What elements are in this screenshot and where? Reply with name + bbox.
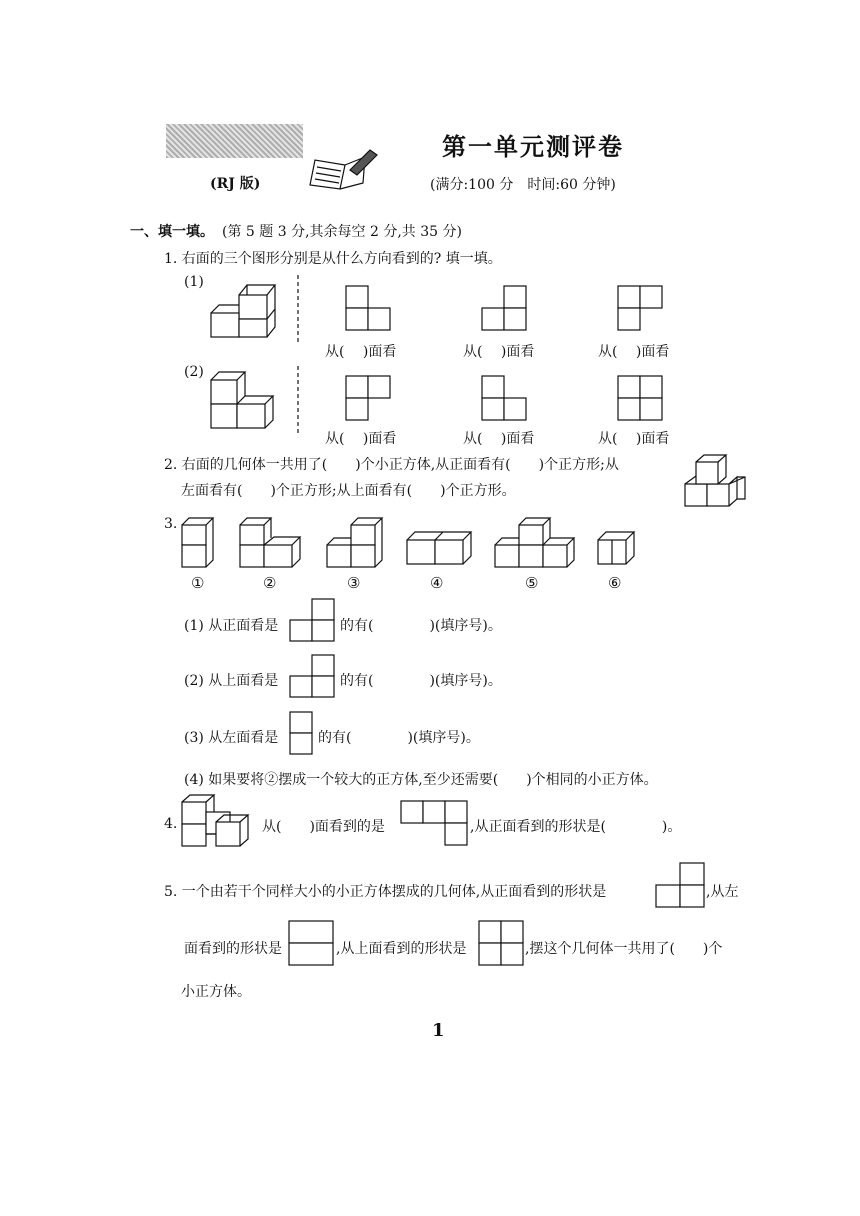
question-2-line1: 2. 右面的几何体一共用了( )个小正方体,从正面看有( )个正方形;从 xyxy=(164,457,619,473)
q1-part2-view-a xyxy=(345,375,395,423)
section-heading: 一、填一填。 xyxy=(130,224,214,240)
q3-sub3-shape xyxy=(288,711,314,757)
q3-label-6: ⑥ xyxy=(608,574,622,592)
question-1-part1-label: (1) xyxy=(184,274,204,290)
q3-sub3-prefix: (3) 从左面看是 xyxy=(184,730,279,746)
q5-line3: 小正方体。 xyxy=(181,984,251,1000)
q5-line1-suffix: ,从左 xyxy=(706,884,739,900)
q5-top-view-shape xyxy=(478,920,528,970)
q3-sub2-shape xyxy=(288,654,338,700)
q3-label-1: ① xyxy=(191,574,205,592)
q1-part2-caption-a: 从( )面看 xyxy=(325,431,397,447)
question-1-part2-label: (2) xyxy=(184,364,204,380)
q5-line1-prefix: 5. 一个由若干个同样大小的小正方体摆成的几何体,从正面看到的形状是 xyxy=(164,884,607,900)
q3-label-2: ② xyxy=(263,574,277,592)
question-3-number: 3. xyxy=(164,516,178,532)
q3-sub2-suffix: 的有( )(填序号)。 xyxy=(340,673,502,689)
exam-meta: (满分:100 分 时间:60 分钟) xyxy=(430,177,616,193)
q3-sub1-shape xyxy=(288,598,338,644)
q4-end-text: ,从正面看到的形状是( )。 xyxy=(470,819,682,835)
q5-front-view-shape xyxy=(655,862,707,912)
header-logo-stamp xyxy=(166,124,303,158)
q4-view-shape xyxy=(400,800,470,848)
q1-part1-caption-b: 从( )面看 xyxy=(463,344,535,360)
q1-part1-caption-a: 从( )面看 xyxy=(325,344,397,360)
q1-part1-caption-c: 从( )面看 xyxy=(598,344,670,360)
q3-label-4: ④ xyxy=(430,574,444,592)
q3-label-5: ⑤ xyxy=(525,574,539,592)
q1-part2-view-c xyxy=(617,375,667,423)
q3-sub4: (4) 如果要将②摆成一个较大的正方体,至少还需要( )个相同的小正方体。 xyxy=(184,772,658,788)
section-note: (第 5 题 3 分,其余每空 2 分,共 35 分) xyxy=(222,224,462,240)
q5-line2-b: ,从上面看到的形状是 xyxy=(336,941,467,957)
q3-solid-5 xyxy=(493,515,573,571)
q3-solid-2 xyxy=(238,515,304,571)
page-number: 1 xyxy=(432,1020,445,1041)
q1-part2-caption-b: 从( )面看 xyxy=(463,431,535,447)
q5-left-view-shape xyxy=(288,920,338,970)
q4-mid-text: 从( )面看到的是 xyxy=(262,819,385,835)
divider-dashed-line xyxy=(296,275,300,345)
q1-part1-view-c xyxy=(617,285,667,333)
q3-solid-1 xyxy=(180,515,216,571)
q3-sub1-suffix: 的有( )(填序号)。 xyxy=(340,618,502,634)
q1-part1-view-a xyxy=(345,285,395,333)
question-1-prompt: 1. 右面的三个图形分别是从什么方向看到的? 填一填。 xyxy=(164,251,502,267)
divider-dashed-line-2 xyxy=(296,366,300,436)
q1-part2-view-b xyxy=(481,375,531,423)
page-title: 第一单元测评卷 xyxy=(442,132,624,161)
q3-sub1-prefix: (1) 从正面看是 xyxy=(184,618,279,634)
book-telescope-icon xyxy=(305,145,380,190)
q2-solid-figure xyxy=(682,452,748,512)
q4-solid-figure xyxy=(178,792,260,850)
q3-label-3: ③ xyxy=(347,574,361,592)
question-4-number: 4. xyxy=(164,816,178,832)
q3-solid-6 xyxy=(596,528,640,572)
q1-part2-solid-figure xyxy=(205,368,280,430)
q3-sub3-suffix: 的有( )(填序号)。 xyxy=(318,730,480,746)
q1-part1-view-b xyxy=(481,285,531,333)
q3-solid-3 xyxy=(325,515,385,571)
q1-part2-caption-c: 从( )面看 xyxy=(598,431,670,447)
q5-line2-c: ,摆这个几何体一共用了( )个 xyxy=(525,941,723,957)
q5-line2-a: 面看到的形状是 xyxy=(184,941,282,957)
edition-label: (RJ 版) xyxy=(210,176,261,192)
q1-part1-solid-figure xyxy=(205,278,280,340)
q3-solid-4 xyxy=(405,528,471,572)
q3-sub2-prefix: (2) 从上面看是 xyxy=(184,673,279,689)
question-2-line2: 左面看有( )个正方形;从上面看有( )个正方形。 xyxy=(181,483,516,499)
